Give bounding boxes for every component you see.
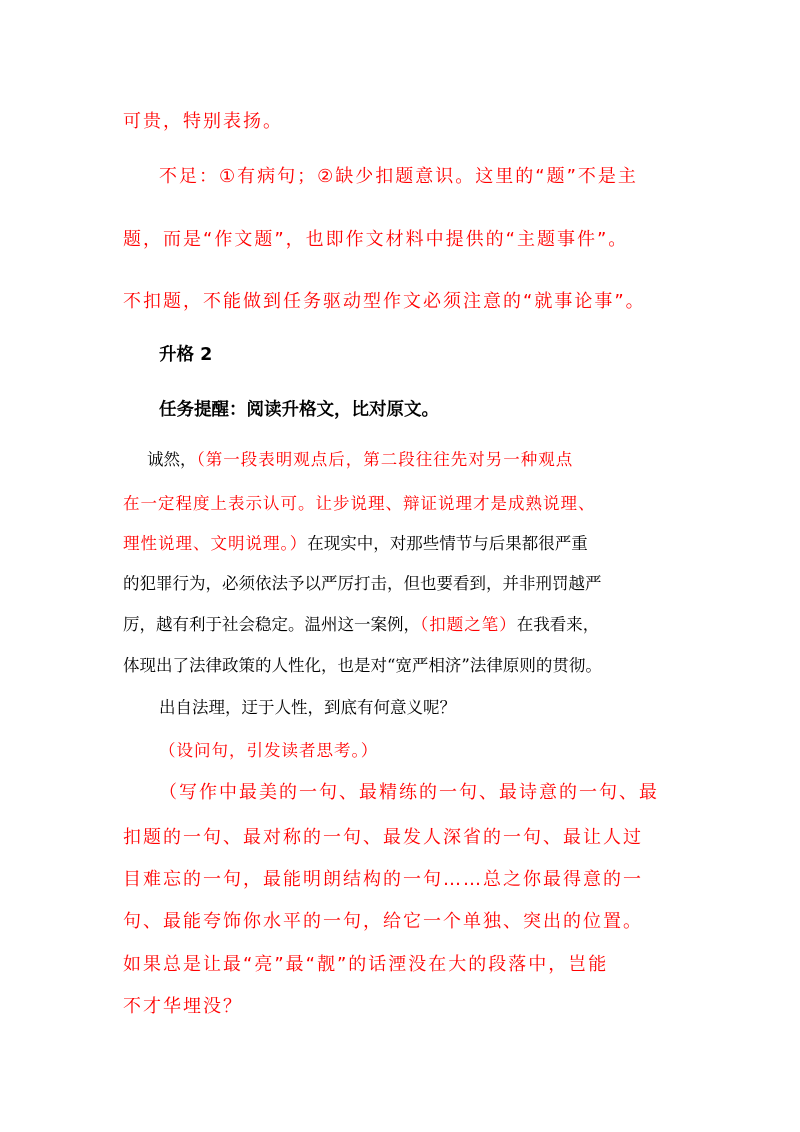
essay-question: 出自法理，迂于人性，到底有何意义呢？ — [159, 698, 456, 717]
annotation-note-b: 在一定程度上表示认可。让步说理、辩证说理才是成熟说理、 — [123, 494, 596, 513]
final-comment-line-4: 句、最能夸饰你水平的一句，给它一个单独、突出的位置。 — [123, 911, 643, 932]
section-heading: 升格 2 — [159, 345, 213, 365]
final-comment-line-1: （写作中最美的一句、最精练的一句、最诗意的一句、最 — [159, 782, 659, 803]
comment-line-1: 可贵，特别表扬。 — [123, 111, 283, 132]
question-annotation: （设问句，引发读者思考。） — [159, 741, 379, 760]
essay-line-6: 体现出了法律政策的人性化，也是对“宽严相济”法律原则的贯彻。 — [123, 656, 602, 675]
essay-text-5b: 在我看来， — [516, 615, 600, 634]
comment-line-4: 不扣题，不能做到任务驱动型作文必须注意的“就事论事”。 — [123, 291, 646, 312]
comment-line-3: 题，而是“作文题”，也即作文材料中提供的“主题事件”。 — [123, 229, 629, 250]
final-comment-line-6: 不才华埋没？ — [123, 996, 243, 1017]
essay-line-1 — [147, 446, 573, 470]
essay-line-3 — [123, 530, 588, 554]
essay-text-5a: 厉，越有利于社会稳定。温州这一案例， — [123, 615, 420, 634]
annotation-note-d: （扣题之笔） — [420, 615, 517, 634]
annotation-note-c: 理性说理、文明说理。） — [123, 534, 308, 553]
essay-line-5 — [123, 611, 599, 635]
task-reminder: 任务提醒：阅读升格文，比对原文。 — [159, 400, 439, 420]
essay-lead: 诚然， — [147, 450, 197, 469]
annotation-note-a: （第一段表明观点后，第二段往往先对另一种观点 — [196, 450, 574, 469]
comment-line-2: 不足：①有病句；②缺少扣题意识。这里的“题”不是主 — [159, 166, 638, 187]
final-comment-line-5: 如果总是让最“亮”最“靓”的话湮没在大的段落中，岂能 — [123, 954, 609, 975]
essay-line-4: 的犯罪行为，必须依法予以严厉打击，但也要看到，并非刑罚越严 — [123, 574, 602, 593]
final-comment-line-3: 目难忘的一句，最能明朗结构的一句……总之你最得意的一 — [123, 869, 643, 890]
essay-text-after-note: 在现实中，对那些情节与后果都很严重 — [307, 534, 588, 553]
final-comment-line-2: 扣题的一句、最对称的一句、最发人深省的一句、最让人过 — [123, 827, 643, 848]
